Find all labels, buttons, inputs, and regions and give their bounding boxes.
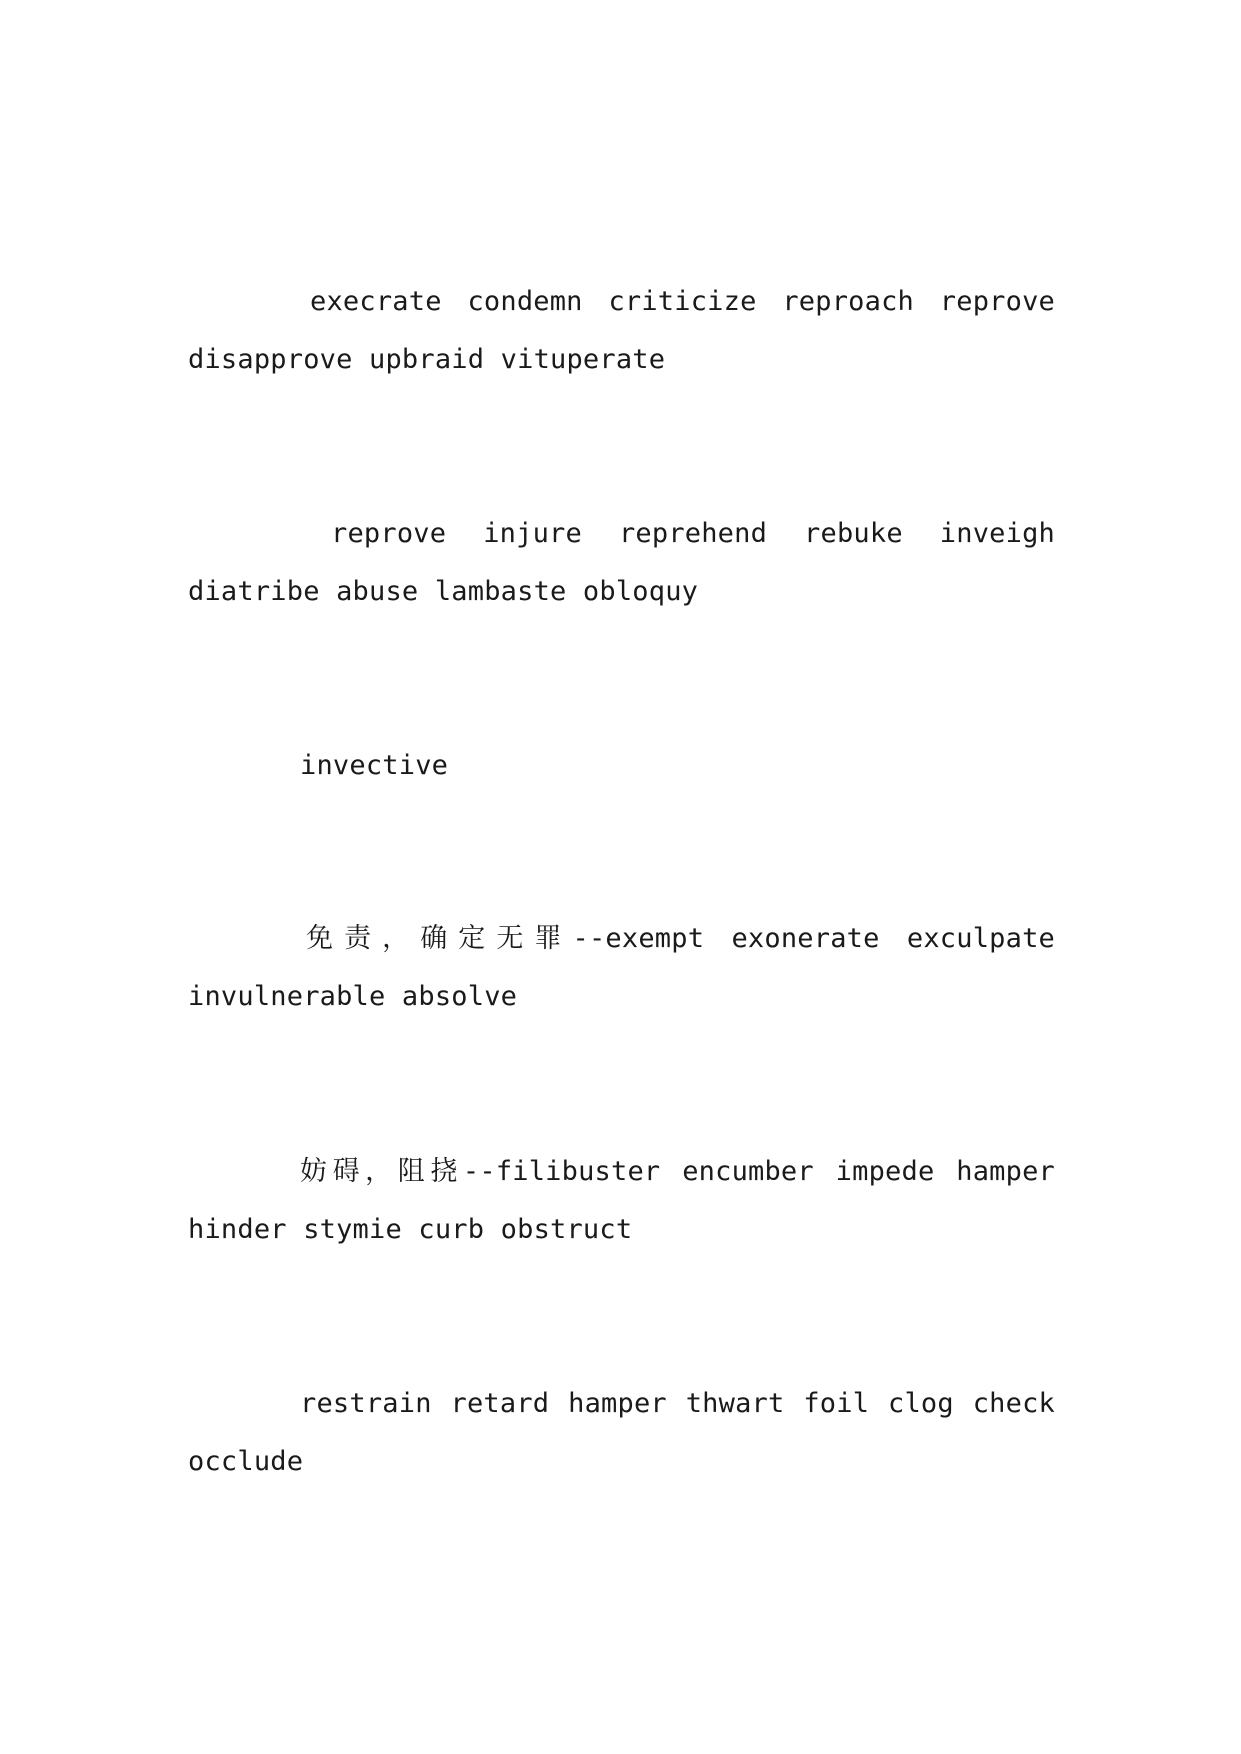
paragraph-condemn-synonyms: execrate condemn criticize reproach reprove disapprove upbraid vituperate [188, 286, 1055, 375]
paragraph-invective: invective [300, 750, 449, 781]
paragraph-exonerate-synonyms: 免责，确定无罪--exempt exonerate exculpate invulnerable absolve [188, 923, 1055, 1012]
paragraph-restrain-synonyms: restrain retard hamper thwart foil clog check occlude [188, 1388, 1055, 1477]
paragraph-obstruct-synonyms: 妨碍，阻挠--filibuster encumber impede hamper hinder stymie curb obstruct [188, 1156, 1055, 1245]
paragraph-rebuke-synonyms: reprove injure reprehend rebuke inveigh diatribe abuse lambaste obloquy [188, 518, 1055, 607]
